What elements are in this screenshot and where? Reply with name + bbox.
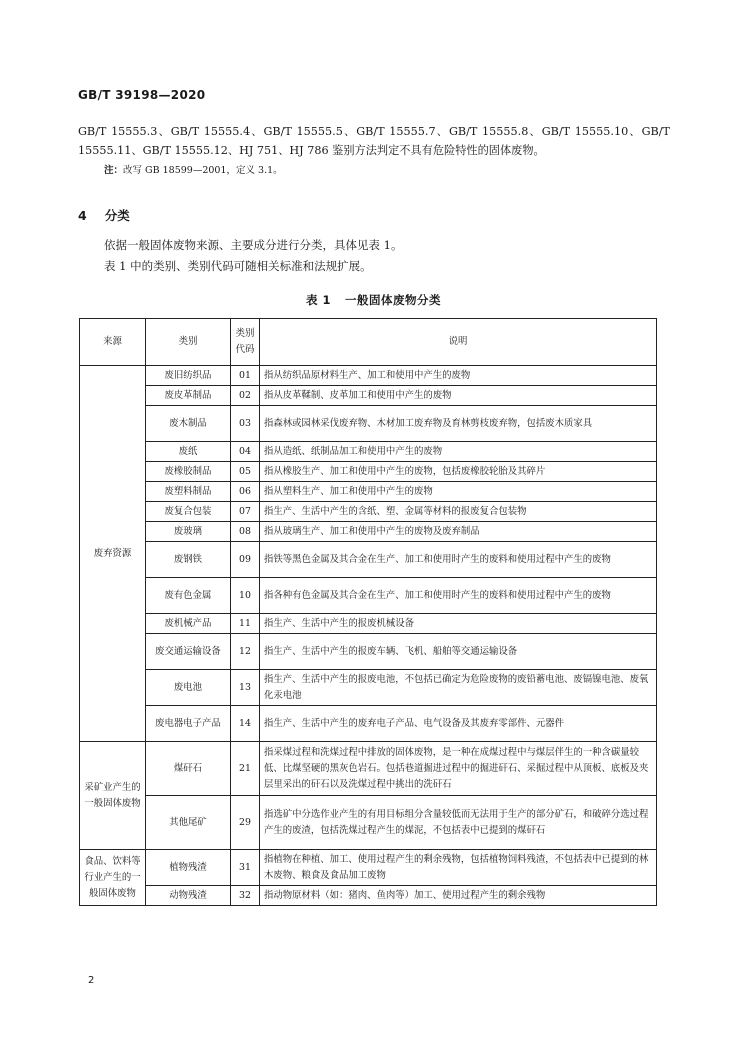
- description-cell: 指生产、生活中产生的报废车辆、飞机、船舶等交通运输设备: [260, 634, 657, 670]
- source-cell: 废弃资源: [80, 366, 146, 742]
- description-cell: 指各种有色金属及其合金在生产、加工和使用时产生的废料和使用过程中产生的废物: [260, 578, 657, 614]
- code-cell: 14: [231, 706, 260, 742]
- description-cell: 指从造纸、纸制品加工和使用中产生的废物: [260, 442, 657, 462]
- code-cell: 29: [231, 796, 260, 850]
- classification-table: [79, 318, 657, 906]
- code-cell: 09: [231, 542, 260, 578]
- category-cell: 煤矸石: [146, 742, 231, 796]
- description-cell: 指铁等黑色金属及其合金在生产、加工和使用时产生的废料和使用过程中产生的废物: [260, 542, 657, 578]
- category-cell: 废塑料制品: [146, 482, 231, 502]
- header-category: 类别: [146, 319, 231, 366]
- description-cell: 指生产、生活中产生的报废电池，不包括已确定为危险废物的废铅蓄电池、废镉镍电池、废氧化汞电池: [260, 670, 657, 706]
- table-row: [80, 462, 657, 482]
- category-cell: 废皮革制品: [146, 386, 231, 406]
- table-caption-title: 一般固体废物分类: [345, 293, 441, 307]
- code-cell: 02: [231, 386, 260, 406]
- code-cell: 06: [231, 482, 260, 502]
- description-cell: 指采煤过程和洗煤过程中排放的固体废物，是一种在成煤过程中与煤层伴生的一种含碳量较低、比煤坚硬的黑灰色岩石。包括巷道掘进过程中的掘进矸石、采掘过程中从顶板、底板及夹层里采出的矸石以及洗煤过程中挑出的洗矸石: [260, 742, 657, 796]
- category-cell: 废交通运输设备: [146, 634, 231, 670]
- body-line-1: 依据一般固体废物来源、主要成分进行分类，具体见表 1。: [104, 238, 403, 252]
- header-source: 来源: [80, 319, 146, 366]
- table-row: [80, 482, 657, 502]
- source-cell: 食品、饮料等行业产生的一般固体废物: [80, 850, 146, 906]
- table-row: [80, 406, 657, 442]
- description-cell: 指从皮革鞣制、皮革加工和使用中产生的废物: [260, 386, 657, 406]
- description-cell: 指植物在种植、加工、使用过程产生的剩余残物，包括植物饲料残渣，不包括表中已提到的林木废物、粮食及食品加工废物: [260, 850, 657, 886]
- category-cell: 废钢铁: [146, 542, 231, 578]
- code-cell: 12: [231, 634, 260, 670]
- note: [104, 164, 283, 178]
- section-heading: [78, 206, 130, 224]
- code-cell: 10: [231, 578, 260, 614]
- code-cell: 04: [231, 442, 260, 462]
- description-cell: 指从玻璃生产、加工和使用中产生的废物及废弃制品: [260, 522, 657, 542]
- table-row: [80, 366, 657, 386]
- category-cell: 废电池: [146, 670, 231, 706]
- table-caption: [0, 292, 747, 308]
- page-number: 2: [88, 975, 95, 986]
- table-row: [80, 634, 657, 670]
- description-cell: 指生产、生活中产生的报废机械设备: [260, 614, 657, 634]
- code-cell: 32: [231, 886, 260, 906]
- category-cell: 废机械产品: [146, 614, 231, 634]
- table-row: [80, 670, 657, 706]
- table-row: [80, 886, 657, 906]
- description-cell: 指从塑料生产、加工和使用中产生的废物: [260, 482, 657, 502]
- source-cell: 采矿业产生的一般固体废物: [80, 742, 146, 850]
- table-header-row: [80, 319, 657, 366]
- table-body: [80, 366, 657, 906]
- header-code: 类别代码: [231, 319, 260, 366]
- code-cell: 07: [231, 502, 260, 522]
- code-cell: 01: [231, 366, 260, 386]
- category-cell: 废电器电子产品: [146, 706, 231, 742]
- body-line-2: 表 1 中的类别、类别代码可随相关标准和法规扩展。: [104, 259, 372, 273]
- section-number: 4: [78, 208, 87, 223]
- code-cell: 31: [231, 850, 260, 886]
- description-cell: 指动物原材料（如：猪肉、鱼肉等）加工、使用过程产生的剩余残物: [260, 886, 657, 906]
- table-row: [80, 578, 657, 614]
- table-row: [80, 442, 657, 462]
- intro-paragraph: GB/T 15555.3、GB/T 15555.4、GB/T 15555.5、GB/T 15555.7、GB/T 15555.8、GB/T 15555.10、GB/T 15555.11、GB/T 15555.12、HJ 751、HJ 786 鉴别方法判定不具有危险特性的固体废物。: [78, 125, 670, 157]
- description-cell: 指从橡胶生产、加工和使用中产生的废物，包括废橡胶轮胎及其碎片: [260, 462, 657, 482]
- table-row: [80, 742, 657, 796]
- table-row: [80, 502, 657, 522]
- table-row: [80, 796, 657, 850]
- note-label: 注：: [104, 165, 124, 176]
- category-cell: 废复合包装: [146, 502, 231, 522]
- table-row: [80, 386, 657, 406]
- category-cell: 废纸: [146, 442, 231, 462]
- category-cell: 废玻璃: [146, 522, 231, 542]
- table-row: [80, 850, 657, 886]
- table-row: [80, 522, 657, 542]
- description-cell: 指生产、生活中产生的废弃电子产品、电气设备及其废弃零部件、元器件: [260, 706, 657, 742]
- code-cell: 21: [231, 742, 260, 796]
- section-title: 分类: [104, 208, 130, 223]
- code-cell: 11: [231, 614, 260, 634]
- category-cell: 废木制品: [146, 406, 231, 442]
- table-row: [80, 614, 657, 634]
- category-cell: 植物残渣: [146, 850, 231, 886]
- code-cell: 03: [231, 406, 260, 442]
- table-caption-number: 表 1: [305, 293, 331, 307]
- description-cell: 指选矿中分选作业产生的有用目标组分含量较低而无法用于生产的部分矿石，和破碎分选过程产生的废渣，包括洗煤过程产生的煤泥，不包括表中已提到的煤矸石: [260, 796, 657, 850]
- description-cell: 指生产、生活中产生的含纸、塑、金属等材料的报废复合包装物: [260, 502, 657, 522]
- code-cell: 08: [231, 522, 260, 542]
- description-cell: 指森林或园林采伐废弃物、木材加工废弃物及育林剪枝废弃物，包括废木质家具: [260, 406, 657, 442]
- category-cell: 废有色金属: [146, 578, 231, 614]
- description-cell: 指从纺织品原材料生产、加工和使用中产生的废物: [260, 366, 657, 386]
- category-cell: 废旧纺织品: [146, 366, 231, 386]
- category-cell: 废橡胶制品: [146, 462, 231, 482]
- category-cell: 动物残渣: [146, 886, 231, 906]
- category-cell: 其他尾矿: [146, 796, 231, 850]
- code-cell: 13: [231, 670, 260, 706]
- table-row: [80, 706, 657, 742]
- note-text: 改写 GB 18599—2001，定义 3.1。: [123, 165, 283, 176]
- standard-code-header: GB/T 39198—2020: [78, 88, 206, 102]
- code-cell: 05: [231, 462, 260, 482]
- table-row: [80, 542, 657, 578]
- header-description: 说明: [260, 319, 657, 366]
